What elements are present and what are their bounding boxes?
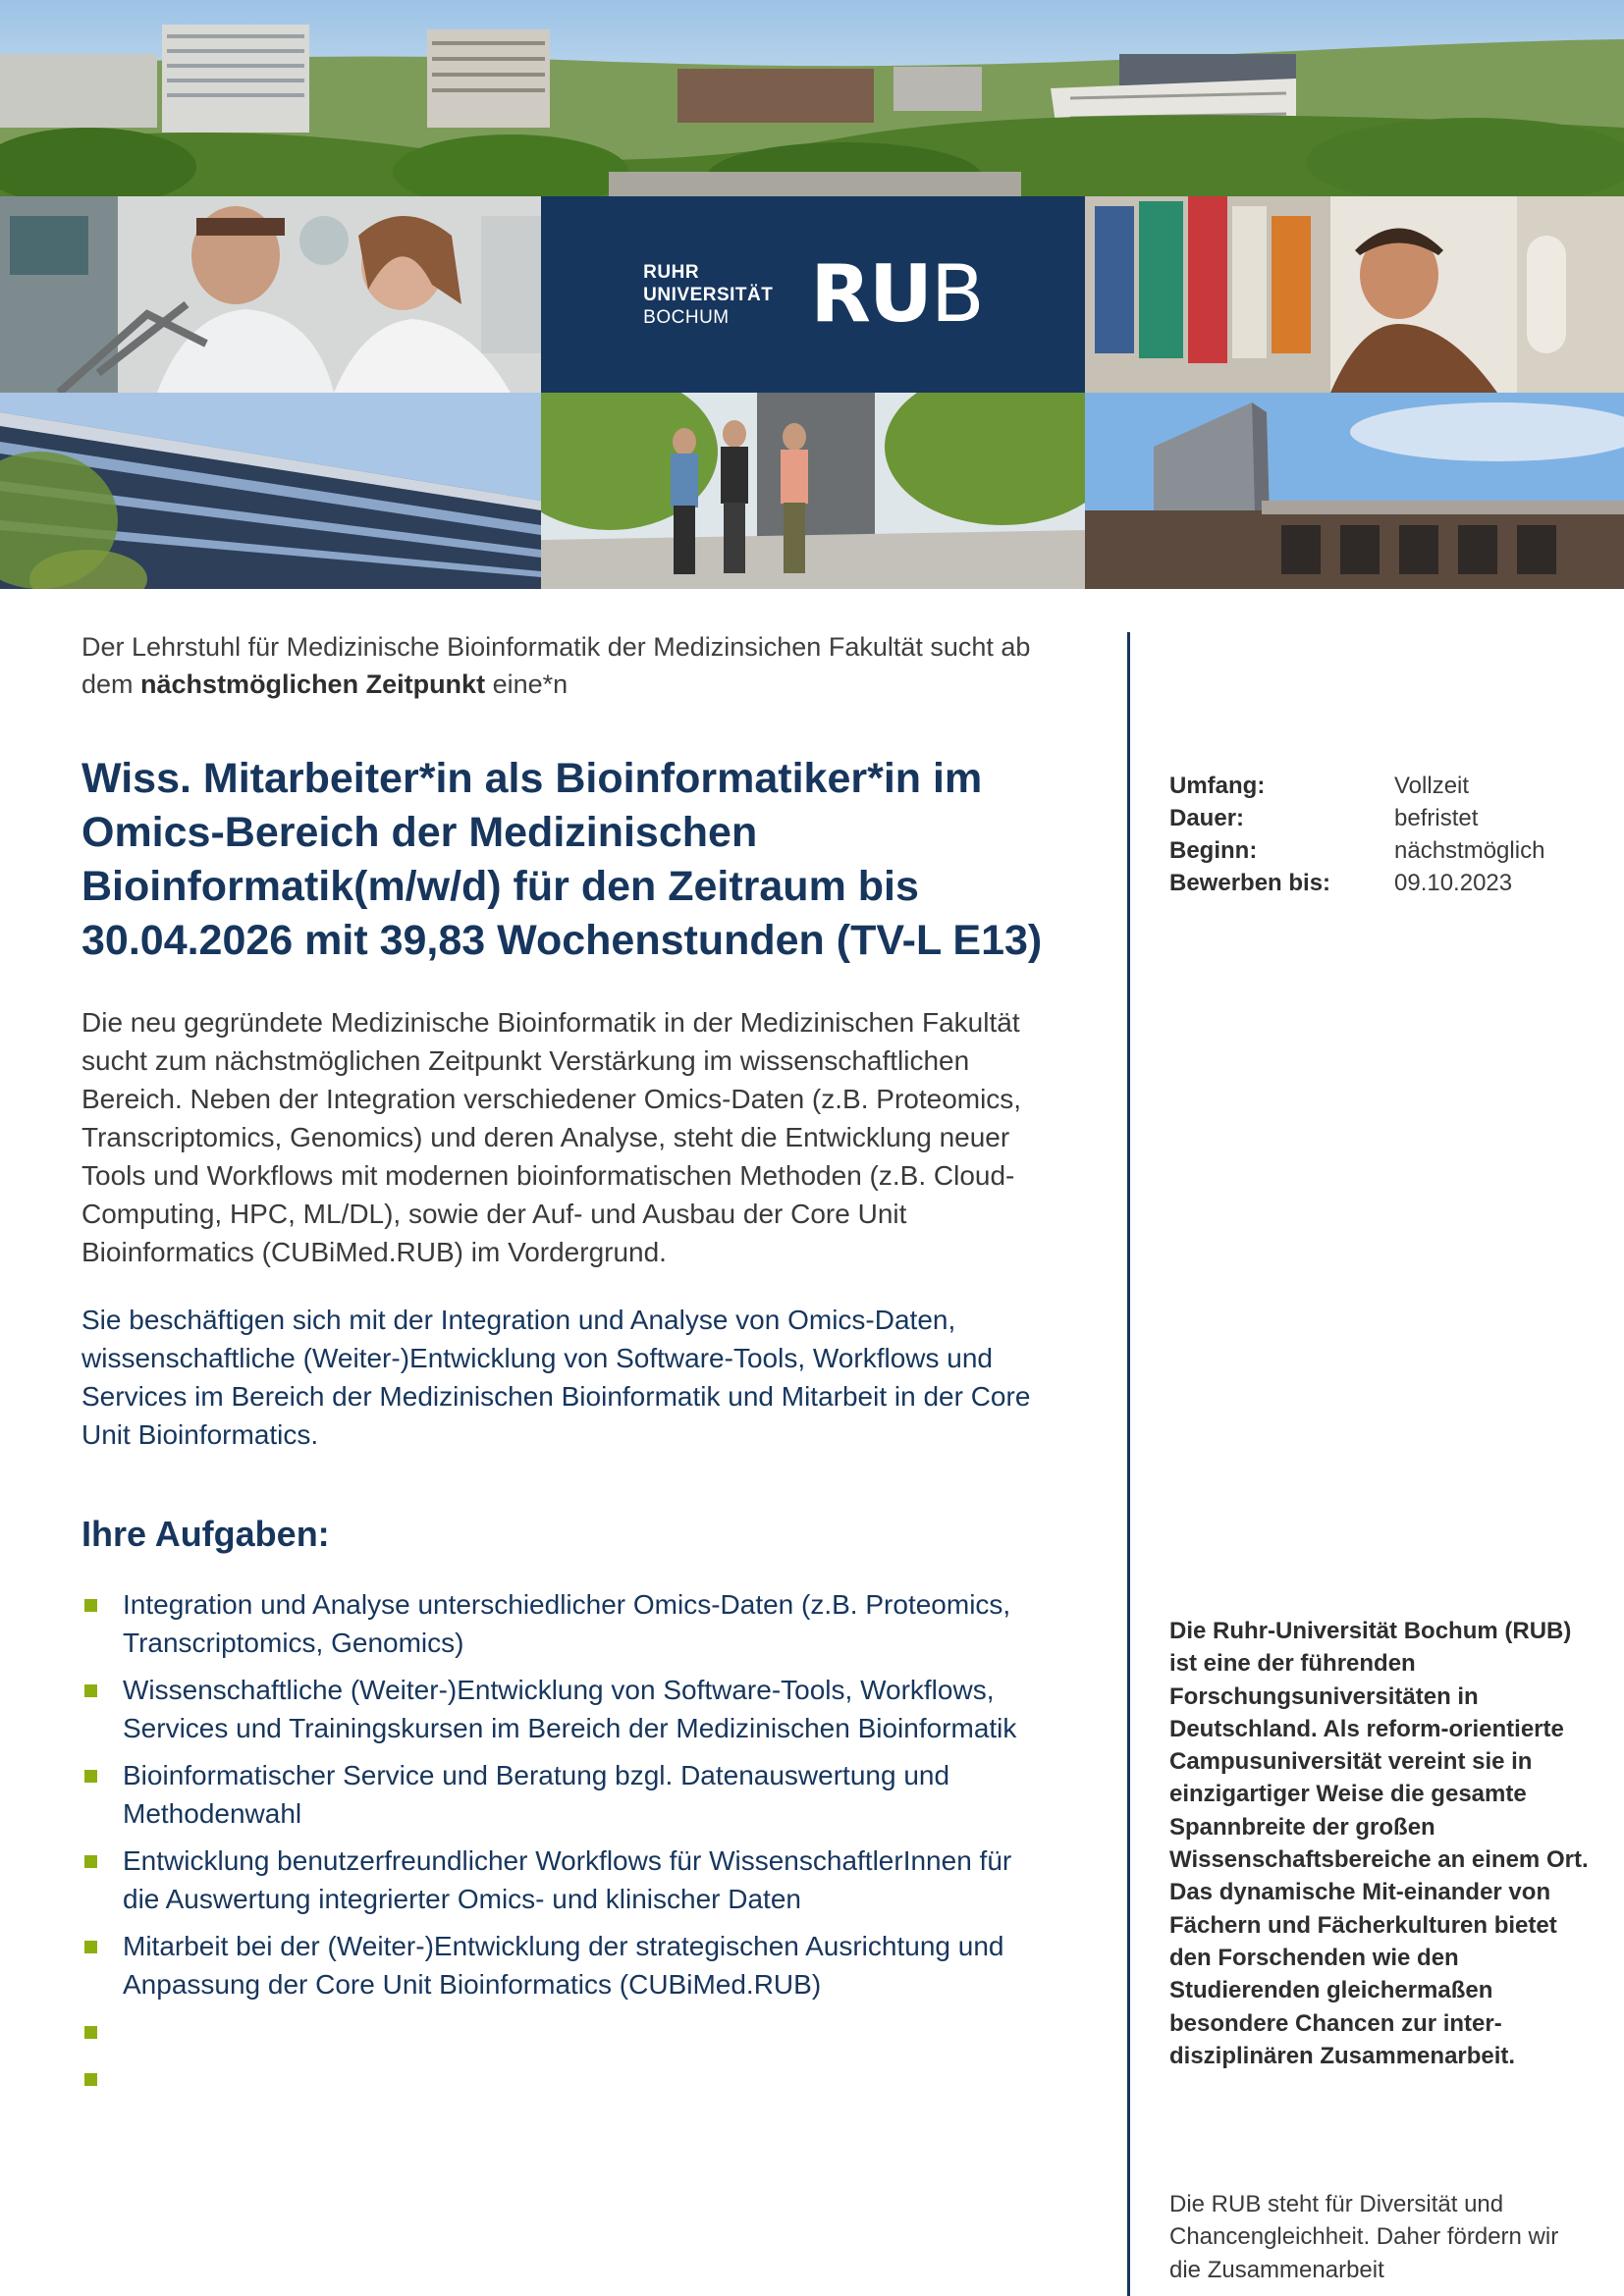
task-item [81,1756,1054,1833]
job-focus: Sie beschäftigen sich mit der Integration und Analyse von Omics-Daten, wissenschaftliche (Weiter-)Entwicklung von Software-Tools, Workflows und Services im Bereich der Medizinischen Bioinformatik und Mitarbeit in der Core Unit Bioinformatics. [81,1305,1031,1450]
task-item [81,2012,1054,2051]
fact-value: nächstmöglich [1394,837,1545,864]
rub-logo-tile [541,196,1085,393]
task-text: Bioinformatischer Service und Beratung bzgl. Datenauswertung und Methodenwahl [123,1760,950,1829]
modern-building-photo [0,393,541,589]
task-item [81,1585,1054,1662]
university-tower-photo [1085,393,1624,589]
lab-researchers-photo [0,196,541,393]
task-text: Entwicklung benutzerfreundlicher Workflows für WissenschaftlerInnen für die Auswertung integrierter Omics- und klinischer Daten [123,1845,1012,1914]
task-text: Integration und Analyse unterschiedlicher Omics-Daten (z.B. Proteomics, Transcriptomics, Genomics) [123,1589,1011,1658]
fact-label: Dauer: [1169,805,1245,831]
fact-value: 09.10.2023 [1394,870,1513,896]
task-item [81,2059,1054,2098]
square-bullet-icon [84,1684,97,1697]
square-bullet-icon [84,1770,97,1783]
job-description: Die neu gegründete Medizinische Bioinformatik in der Medizinischen Fakultät sucht zum nächstmöglichen Zeitpunkt Verstärkung im wissenschaftlichen Bereich. Neben der Integration verschiedener Omics-Daten (z.B. Proteomics, Transcriptomics, Genomics) und deren Analyse, steht die Entwicklung neuer Tools und Workflows mit modernen bioinformatischen Methoden (z.B. Cloud-Computing, HPC, ML/DL), sowie der Auf- und Ausbau der Core Unit Bioinformatics (CUBiMed.RUB) im Vordergrund. [81,1007,1022,1267]
square-bullet-icon [84,2026,97,2039]
logo-mark: RUB [810,248,983,340]
main-column [81,628,1054,2107]
library-student-photo [1085,196,1624,393]
logo-wordmark: RUHR UNIVERSITÄT BOCHUM [643,261,774,328]
task-item [81,1671,1054,1747]
intro-text: Der Lehrstuhl für Medizinische Bioinformatik der Medizinsichen Fakultät sucht ab dem nächstmöglichen Zeitpunkt eine*n [81,632,1031,699]
square-bullet-icon [84,1599,97,1612]
task-text: Mitarbeit bei der (Weiter-)Entwicklung der strategischen Ausrichtung und Anpassung der Core Unit Bioinformatics (CUBiMed.RUB) [123,1931,1004,2000]
fact-label: Umfang: [1169,773,1266,799]
tasks-heading: Ihre Aufgaben: [81,1514,330,1554]
sidebar-facts [1169,770,1592,899]
fact-label: Beginn: [1169,837,1258,864]
university-about: Die Ruhr-Universität Bochum (RUB) ist eine der führenden Forschungsuniversitäten in Deutschland. Als reform-orientierte Campusuniversität vereint sie in einzigartiger Weise die gesamte Spannbreite der großen Wissenschaftsbereiche an einem Ort. Das dynamische Mit-einander von Fächern und Fächerkulturen bietet den Forschenden wie den Studierenden gleichermaßen besondere Chancen zur inter-disziplinären Zusammenarbeit. [1169,1618,1589,2069]
rub-logo [643,248,983,340]
tasks-list [81,1585,1054,2098]
square-bullet-icon [84,1855,97,1868]
task-item [81,1927,1054,2003]
task-item [81,1842,1054,1918]
fact-label: Bewerben bis: [1169,870,1331,896]
job-facts [1169,770,1592,899]
audimax-students-photo [541,393,1085,589]
square-bullet-icon [84,2073,97,2086]
job-title: Wiss. Mitarbeiter*in als Bioinformatiker*in im Omics-Bereich der Medizinischen Bioinformatik(m/w/d) für den Zeitraum bis 30.04.2026 mit 39,83 Wochenstunden (TV-L E13) [81,755,1043,964]
square-bullet-icon [84,1941,97,1953]
header-image-collage [0,0,1624,589]
campus-panorama-photo [0,0,1624,196]
task-text: Wissenschaftliche (Weiter-)Entwicklung von Software-Tools, Workflows, Services und Trainingskursen im Bereich der Medizinischen Bioinformatik [123,1675,1017,1743]
fact-value: befristet [1394,805,1479,831]
diversity-statement: Die RUB steht für Diversität und Chancengleichheit. Daher fördern wir die Zusammenarbeit [1169,2191,1559,2283]
intro-start-date: nächstmöglichen Zeitpunkt [140,669,486,699]
fact-value: Vollzeit [1394,773,1470,799]
column-divider [1127,632,1130,2296]
